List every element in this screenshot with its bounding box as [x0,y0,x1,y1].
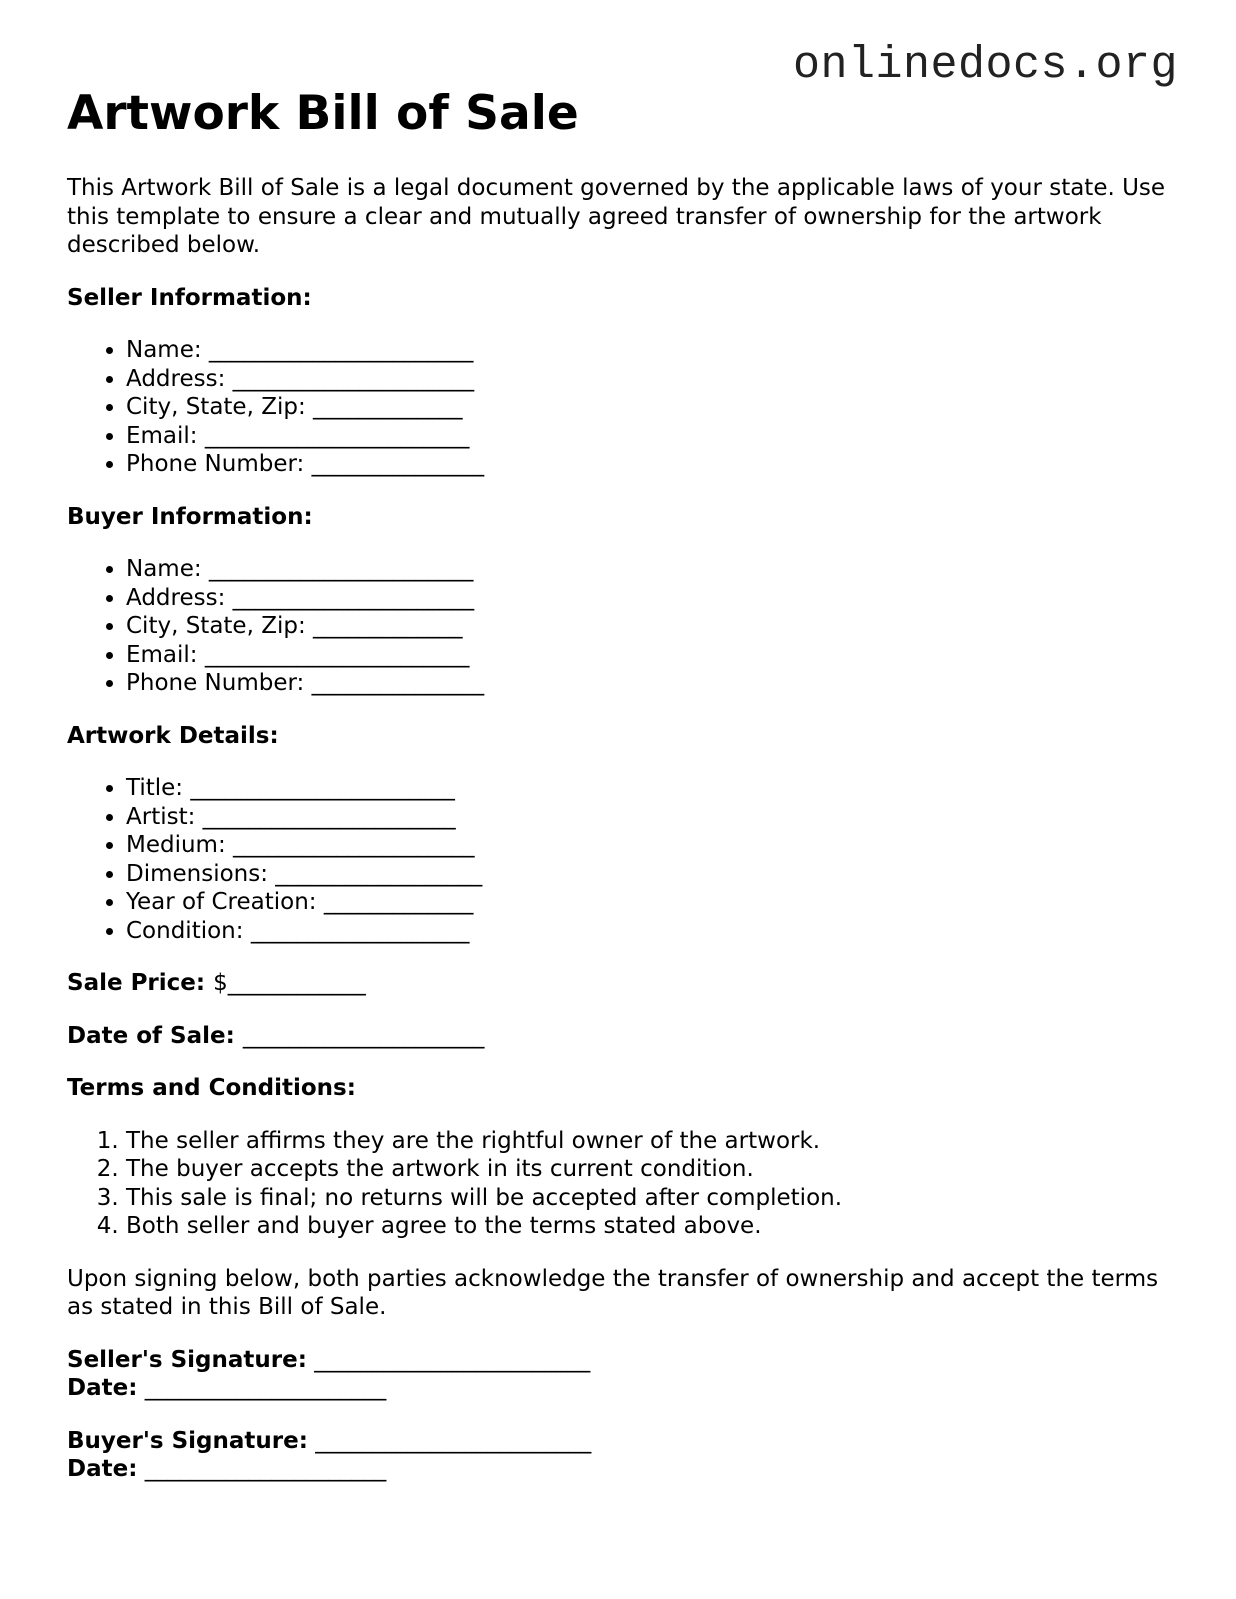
seller-signature-row [67,1346,1177,1375]
terms-item: 3. This sale is final; no returns will be accepted after completion. [126,1184,1177,1213]
terms-list [67,1127,1177,1241]
sale-price-label: Sale Price: [67,970,206,996]
buyer-date-row [67,1455,1177,1484]
document-title: Artwork Bill of Sale [67,86,579,141]
sale-price-row [67,969,1177,998]
seller-city-field[interactable]: • City, State, Zip: _____________ [126,393,1177,422]
intro-paragraph: This Artwork Bill of Sale is a legal document governed by the applicable laws of your state. Use this template to ensure a clear and mutually agreed transfer of ownership for the artwork described below. [67,175,1166,258]
artwork-field-list [67,774,1177,945]
artwork-condition-field[interactable]: • Condition: ___________________ [126,917,1177,946]
seller-signature-field[interactable]: ________________________ [314,1346,591,1373]
buyer-signature-block [67,1427,1177,1484]
sale-price-field[interactable]: $____________ [213,970,366,996]
seller-name-field[interactable]: • Name: _______________________ [126,336,1177,365]
buyer-name-field[interactable]: • Name: _______________________ [126,555,1177,584]
buyer-field-list [67,555,1177,698]
watermark-logo: onlinedocs.org [792,40,1178,91]
buyer-heading: Buyer Information: [67,503,313,530]
document-body [67,84,1177,1484]
buyer-signature-label: Buyer's Signature: [67,1427,308,1454]
artwork-heading: Artwork Details: [67,722,279,749]
seller-date-label: Date: [67,1375,138,1401]
terms-heading: Terms and Conditions: [67,1075,356,1101]
date-of-sale-field[interactable]: _____________________ [242,1022,485,1049]
buyer-city-field[interactable]: • City, State, Zip: _____________ [126,612,1177,641]
buyer-signature-field[interactable]: ________________________ [315,1427,592,1454]
buyer-email-field[interactable]: • Email: _______________________ [126,641,1177,670]
date-of-sale-label: Date of Sale: [67,1022,235,1049]
buyer-signature-row [67,1427,1177,1456]
buyer-address-field[interactable]: • Address: _____________________ [126,584,1177,613]
artwork-year-field[interactable]: • Year of Creation: _____________ [126,888,1177,917]
seller-date-field[interactable]: _____________________ [144,1375,387,1401]
seller-phone-field[interactable]: • Phone Number: _______________ [126,450,1177,479]
date-of-sale-row [67,1022,1177,1051]
seller-field-list [67,336,1177,479]
buyer-date-field[interactable]: _____________________ [144,1456,387,1482]
acknowledgement-paragraph: Upon signing below, both parties acknowledge the transfer of ownership and accept the terms as stated in this Bill of Sale. [67,1265,1159,1320]
artwork-title-field[interactable]: • Title: _______________________ [126,774,1177,803]
buyer-date-label: Date: [67,1456,138,1482]
buyer-phone-field[interactable]: • Phone Number: _______________ [126,669,1177,698]
terms-item: 1. The seller affirms they are the rightful owner of the artwork. [126,1127,1177,1156]
seller-signature-block [67,1346,1177,1403]
seller-date-row [67,1374,1177,1403]
seller-signature-label: Seller's Signature: [67,1346,307,1373]
terms-item: 4. Both seller and buyer agree to the terms stated above. [126,1212,1177,1241]
seller-heading: Seller Information: [67,284,312,311]
artwork-artist-field[interactable]: • Artist: ______________________ [126,803,1177,832]
artwork-medium-field[interactable]: • Medium: _____________________ [126,831,1177,860]
terms-item: 2. The buyer accepts the artwork in its current condition. [126,1155,1177,1184]
artwork-dimensions-field[interactable]: • Dimensions: __________________ [126,860,1177,889]
seller-address-field[interactable]: • Address: _____________________ [126,365,1177,394]
seller-email-field[interactable]: • Email: _______________________ [126,422,1177,451]
